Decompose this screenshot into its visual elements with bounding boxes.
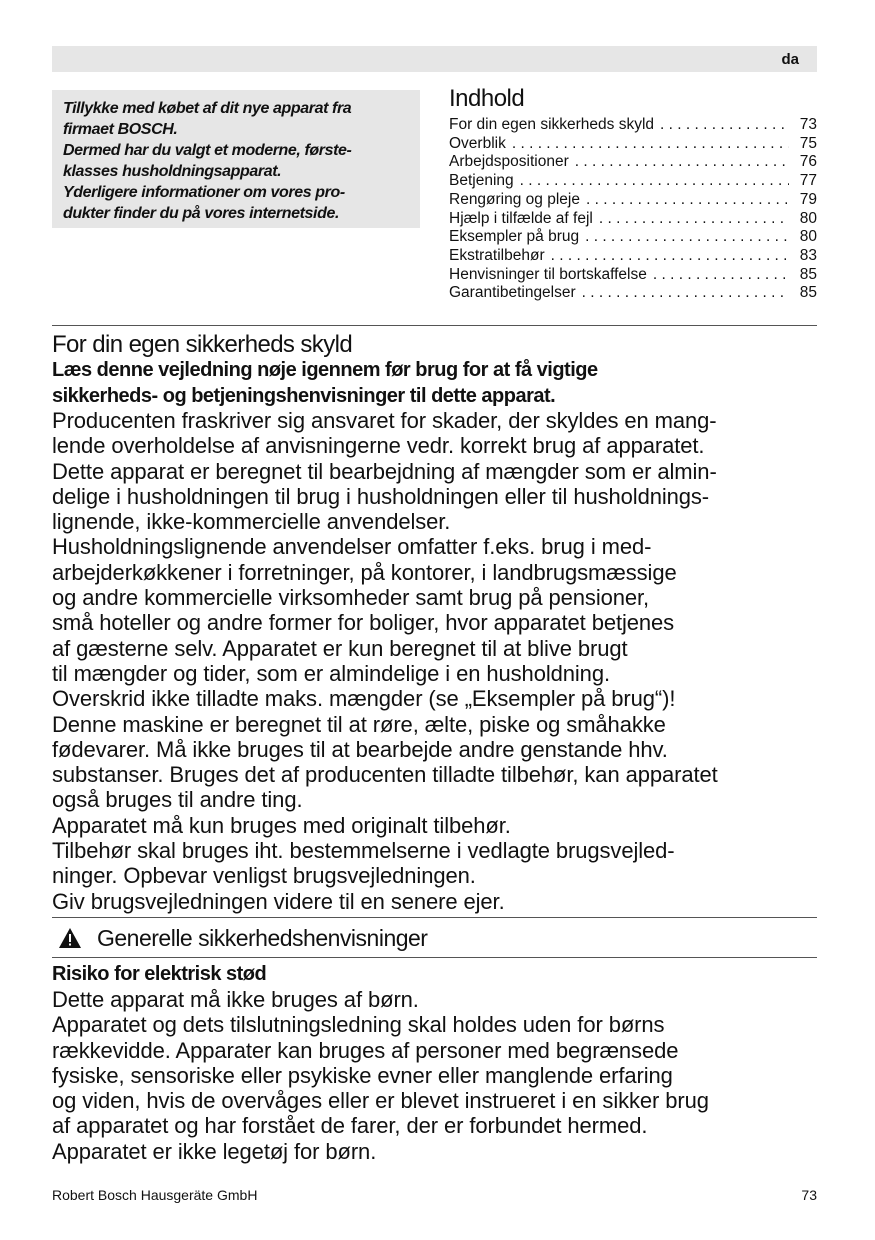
language-bar bbox=[52, 46, 817, 72]
toc-item-page: 83 bbox=[799, 246, 817, 264]
toc-item-label: Betjening bbox=[449, 172, 514, 190]
toc-item-page: 80 bbox=[799, 209, 817, 227]
language-code: da bbox=[781, 51, 799, 68]
body-line: Apparatet må kun bruges med originalt tilbehør. bbox=[52, 812, 511, 838]
safety-lead bbox=[52, 358, 817, 409]
body-line: til mængder og tider, som er almindelige i en husholdning. bbox=[52, 660, 610, 686]
body-line: og andre kommercielle virksomheder samt brug på pensioner, bbox=[52, 585, 650, 611]
toc-item[interactable] bbox=[449, 284, 817, 303]
toc-item-page: 79 bbox=[799, 190, 817, 208]
body-line: Producenten fraskriver sig ansvaret for skader, der skyldes en mang- bbox=[52, 408, 717, 433]
intro-line: dukter finder du på vores internetside. bbox=[63, 205, 340, 222]
section-divider bbox=[52, 917, 817, 918]
toc-item-label: Arbejdspositioner bbox=[449, 153, 569, 171]
toc-item-page: 85 bbox=[799, 284, 817, 302]
intro-box bbox=[52, 90, 420, 228]
toc-item[interactable] bbox=[449, 172, 817, 191]
body-line: Overskrid ikke tilladte maks. mængder (se „Eksempler på brug“)! bbox=[52, 686, 676, 712]
warning-icon bbox=[58, 927, 82, 949]
body-line: af gæsterne selv. Apparatet er kun beregnet til at blive brugt bbox=[52, 635, 628, 661]
body-line: lignende, ikke-kommercielle anvendelser. bbox=[52, 509, 451, 535]
body-line: ninger. Opbevar venligst brugsvejledningen. bbox=[52, 863, 476, 889]
toc-item[interactable] bbox=[449, 153, 817, 172]
toc-item[interactable] bbox=[449, 135, 817, 154]
toc-item-label: Garantibetingelser bbox=[449, 284, 576, 302]
general-body bbox=[52, 987, 827, 1164]
toc-item-page: 85 bbox=[799, 265, 817, 283]
body-line: Dette apparat er beregnet til bearbejdning af mængder som er almin- bbox=[52, 458, 717, 484]
footer-company: Robert Bosch Hausgeräte GmbH bbox=[52, 1187, 258, 1203]
footer-page-number: 73 bbox=[801, 1187, 817, 1203]
general-safety-title bbox=[52, 924, 427, 952]
toc-item[interactable] bbox=[449, 191, 817, 210]
toc-item-page: 80 bbox=[799, 228, 817, 246]
section-divider bbox=[52, 325, 817, 326]
body-line: og viden, hvis de overvåges eller er blevet instrueret i en sikker brug bbox=[52, 1088, 709, 1114]
electric-shock-subtitle: Risiko for elektrisk stød bbox=[52, 963, 267, 985]
toc-item-label: Ekstratilbehør bbox=[449, 246, 545, 264]
toc-title: Indhold bbox=[449, 85, 525, 112]
general-safety-title-text: Generelle sikkerhedshenvisninger bbox=[97, 925, 428, 951]
body-line: delige i husholdningen til brug i husholdningen eller til husholdnings- bbox=[52, 483, 710, 509]
body-line: fysiske, sensoriske eller psykiske evner eller manglende erfaring bbox=[52, 1062, 673, 1088]
toc-item-page: 73 bbox=[799, 116, 817, 133]
body-line: lende overholdelse af anvisningerne vedr. korrekt brug af apparatet. bbox=[52, 433, 705, 459]
body-line: Giv brugsvejledningen videre til en senere ejer. bbox=[52, 888, 505, 914]
toc-item[interactable] bbox=[449, 247, 817, 266]
intro-line: firmaet BOSCH. bbox=[63, 121, 178, 138]
table-of-contents bbox=[449, 84, 817, 303]
body-line: Dette apparat må ikke bruges af børn. bbox=[52, 987, 419, 1012]
toc-item-page: 75 bbox=[799, 134, 817, 152]
toc-item[interactable] bbox=[449, 266, 817, 285]
body-line: rækkevidde. Apparater kan bruges af personer med begrænsede bbox=[52, 1037, 679, 1063]
body-line: arbejderkøkkener i forretninger, på kontorer, i landbrugsmæssige bbox=[52, 559, 677, 585]
intro-line: Yderligere informationer om vores pro- bbox=[63, 184, 345, 201]
body-line: Denne maskine er beregnet til at røre, ælte, piske og småhakke bbox=[52, 711, 666, 737]
body-line: fødevarer. Må ikke bruges til at bearbejde andre genstande hhv. bbox=[52, 736, 668, 762]
safety-lead-line: Læs denne vejledning nøje igennem før brug for at få vigtige bbox=[52, 359, 598, 381]
toc-item[interactable] bbox=[449, 228, 817, 247]
intro-line: klasses husholdningsapparat. bbox=[63, 163, 282, 180]
toc-item-label: For din egen sikkerheds skyld bbox=[449, 116, 655, 133]
toc-item-label: Henvisninger til bortskaffelse bbox=[449, 265, 647, 283]
toc-item-label: Rengøring og pleje bbox=[449, 190, 580, 208]
toc-item-page: 77 bbox=[799, 172, 817, 190]
toc-item-label: Hjælp i tilfælde af fejl bbox=[449, 209, 593, 227]
body-line: Apparatet er ikke legetøj for børn. bbox=[52, 1138, 377, 1164]
safety-section-title: For din egen sikkerheds skyld bbox=[52, 331, 353, 358]
toc-item[interactable] bbox=[449, 210, 817, 229]
toc-item[interactable] bbox=[449, 116, 817, 135]
body-line: Husholdningslignende anvendelser omfatter f.eks. brug i med- bbox=[52, 534, 652, 560]
toc-item-label: Overblik bbox=[449, 134, 506, 152]
body-line: også bruges til andre ting. bbox=[52, 787, 303, 813]
body-line: Tilbehør skal bruges iht. bestemmelserne i vedlagte brugsvejled- bbox=[52, 838, 675, 864]
safety-body bbox=[52, 408, 827, 914]
toc-item-page: 76 bbox=[799, 153, 817, 171]
body-line: små hoteller og andre former for boliger, hvor apparatet betjenes bbox=[52, 610, 675, 636]
section-divider bbox=[52, 957, 817, 958]
safety-lead-line: sikkerheds- og betjeningshenvisninger til dette apparat. bbox=[52, 384, 556, 407]
body-line: Apparatet og dets tilslutningsledning skal holdes uden for børns bbox=[52, 1012, 665, 1038]
body-line: substanser. Bruges det af producenten tilladte tilbehør, kan apparatet bbox=[52, 762, 718, 788]
intro-line: Dermed har du valgt et moderne, første- bbox=[63, 142, 352, 159]
toc-item-label: Eksempler på brug bbox=[449, 228, 580, 246]
intro-line: Tillykke med købet af dit nye apparat fra bbox=[63, 100, 352, 117]
body-line: af apparatet og har forstået de farer, der er forbundet hermed. bbox=[52, 1113, 648, 1139]
